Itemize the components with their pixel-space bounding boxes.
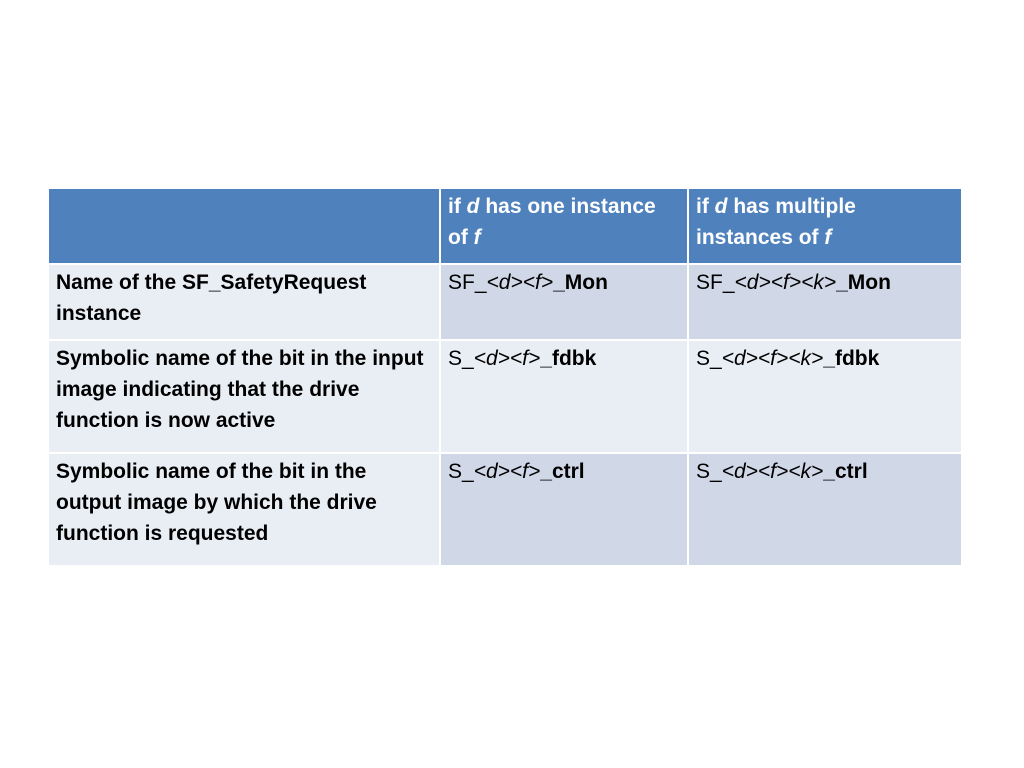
cell-multiple-instances [688, 264, 962, 340]
cell-vars: <d><f> [486, 271, 554, 294]
cell-multiple-instances [688, 340, 962, 453]
header-text: if [448, 195, 467, 218]
row-label: Name of the SF_SafetyRequest instance [48, 264, 440, 340]
cell-one-instance [440, 264, 688, 340]
table-row [48, 340, 962, 453]
cell-prefix: S_ [696, 347, 722, 370]
cell-multiple-instances [688, 453, 962, 566]
header-text: if [696, 195, 715, 218]
row-label: Symbolic name of the bit in the input image indicating that the drive function is now active [48, 340, 440, 453]
header-text: has one instance of [448, 195, 656, 249]
cell-one-instance [440, 340, 688, 453]
cell-prefix: S_ [696, 460, 722, 483]
cell-prefix: SF_ [448, 271, 487, 294]
header-var-d: d [714, 195, 728, 218]
cell-prefix: S_ [448, 347, 474, 370]
cell-suffix: _fdbk [823, 347, 880, 370]
header-text: has multiple instances of [696, 195, 856, 249]
cell-suffix: _Mon [553, 271, 608, 294]
table-header-row [48, 188, 962, 264]
table-row [48, 453, 962, 566]
cell-vars: <d><f><k> [734, 271, 837, 294]
row-label: Symbolic name of the bit in the output image by which the drive function is requested [48, 453, 440, 566]
table-row [48, 264, 962, 340]
cell-suffix: _ctrl [540, 460, 585, 483]
header-var-d: d [466, 195, 480, 218]
cell-vars: <d><f> [473, 347, 541, 370]
header-cell-empty [48, 188, 440, 264]
naming-convention-table [47, 187, 963, 567]
header-cell-multiple-instances [688, 188, 962, 264]
cell-prefix: S_ [448, 460, 474, 483]
cell-vars: <d><f><k> [721, 347, 824, 370]
cell-vars: <d><f><k> [721, 460, 824, 483]
header-var-f: f [824, 226, 832, 249]
header-var-f: f [473, 226, 481, 249]
cell-suffix: _Mon [836, 271, 891, 294]
header-cell-one-instance [440, 188, 688, 264]
cell-suffix: _ctrl [823, 460, 868, 483]
cell-prefix: SF_ [696, 271, 735, 294]
cell-vars: <d><f> [473, 460, 541, 483]
cell-one-instance [440, 453, 688, 566]
cell-suffix: _fdbk [540, 347, 597, 370]
